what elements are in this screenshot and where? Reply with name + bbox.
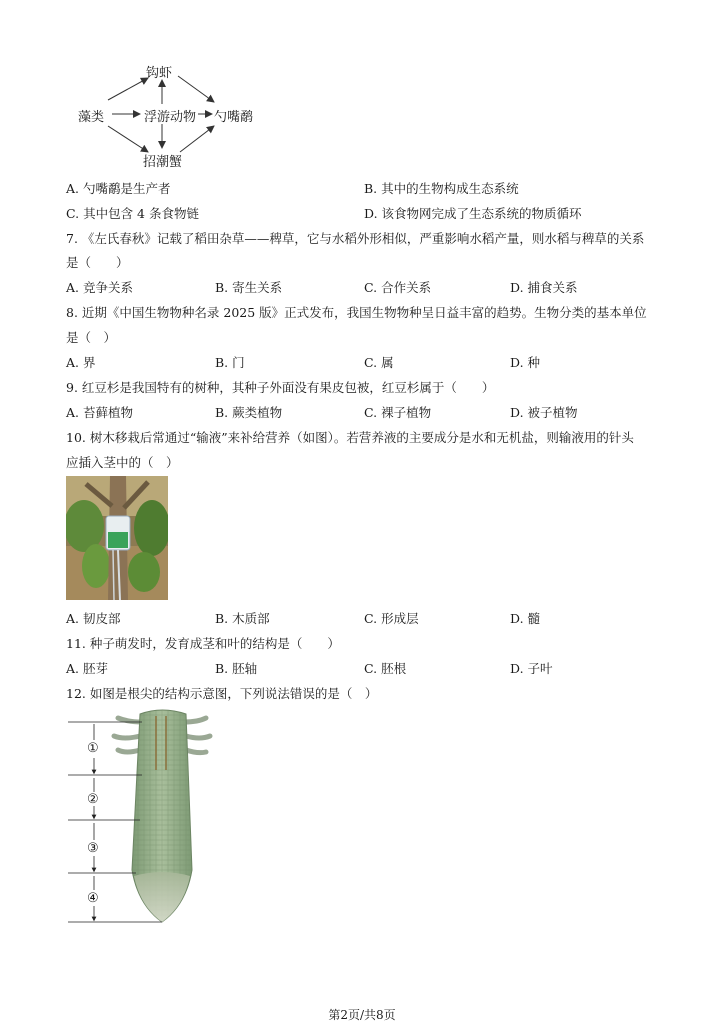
option-text: 种 (527, 355, 541, 370)
root-label-2: ② (87, 792, 99, 807)
option-letter: B. (215, 355, 229, 370)
option-text: 被子植物 (527, 405, 578, 420)
root-label-3: ③ (87, 841, 99, 856)
q10-stem-line2: 应插入茎中的（ ） (66, 455, 179, 470)
root-cap (134, 872, 190, 922)
option-text: 该食物网完成了生态系统的物质循环 (381, 206, 582, 221)
food-web-node-algae: 藻类 (78, 110, 105, 125)
option-letter: C. (364, 405, 378, 420)
option-text: 其中包含 4 条食物链 (83, 206, 199, 221)
food-web-node-plankton: 浮游动物 (144, 110, 197, 125)
option-letter: C. (364, 280, 378, 295)
option-letter: C. (364, 611, 378, 626)
option-letter: A. (66, 181, 80, 196)
root-label-4: ④ (87, 891, 99, 906)
option-text: 裸子植物 (381, 405, 432, 420)
option-text: 胚芽 (83, 661, 109, 676)
option-text: 属 (381, 355, 394, 370)
option-text: 胚根 (381, 661, 407, 676)
option-letter: D. (364, 206, 378, 221)
food-web-node-crab: 招潮蟹 (143, 155, 183, 170)
option-text: 寄生关系 (232, 280, 283, 295)
q8-stem-line2: 是（ ） (66, 330, 117, 345)
option-text: 勺嘴鹬是生产者 (83, 181, 171, 196)
q8-stem-line1: 8. 近期《中国生物物种名录 2025 版》正式发布，我国生物物种呈日益丰富的趋势。生物分类的基本单位 (66, 305, 647, 320)
option-letter: D. (510, 661, 524, 676)
option-letter: A. (66, 355, 80, 370)
option-letter: C. (364, 355, 378, 370)
option-letter: D. (510, 280, 524, 295)
q12-stem-line1: 12. 如图是根尖的结构示意图，下列说法错误的是（ ） (66, 686, 378, 701)
option-text: 界 (83, 355, 96, 370)
option-text: 髓 (527, 611, 541, 626)
option-text: 苔藓植物 (83, 405, 134, 420)
option-text: 子叶 (527, 661, 553, 676)
option-text: 韧皮部 (83, 611, 121, 626)
option-text: 门 (232, 355, 245, 370)
option-letter: D. (510, 611, 524, 626)
option-text: 木质部 (232, 611, 270, 626)
q11-stem-line1: 11. 种子萌发时，发育成茎和叶的结构是（ ） (66, 636, 340, 651)
option-letter: A. (66, 280, 80, 295)
food-web-node-avocet: 勺嘴鹬 (214, 110, 254, 125)
q7-stem-line1: 7. 《左氏春秋》记载了稻田杂草——稗草，它与水稻外形相似，严重影响水稻产量，则水稻与稗草的关系 (66, 231, 645, 246)
option-letter: B. (215, 611, 229, 626)
option-letter: A. (66, 405, 80, 420)
option-letter: B. (215, 280, 229, 295)
option-text: 其中的生物构成生态系统 (381, 181, 519, 196)
option-letter: A. (66, 611, 80, 626)
option-letter: D. (510, 405, 524, 420)
page-number: 第2页/共8页 (328, 1008, 396, 1022)
option-text: 形成层 (381, 611, 419, 626)
option-letter: C. (66, 206, 80, 221)
option-text: 蕨类植物 (232, 405, 283, 420)
option-text: 捕食关系 (527, 280, 578, 295)
q9-stem-line1: 9. 红豆杉是我国特有的树种，其种子外面没有果皮包被，红豆杉属于（ ） (66, 380, 495, 395)
option-text: 胚轴 (232, 661, 258, 676)
food-web-node-shrimp: 钩虾 (146, 66, 173, 81)
option-letter: B. (364, 181, 378, 196)
option-text: 竞争关系 (83, 280, 134, 295)
option-letter: B. (215, 405, 229, 420)
option-letter: D. (510, 355, 524, 370)
option-letter: A. (66, 661, 80, 676)
q7-stem-line2: 是（ ） (66, 255, 129, 270)
option-letter: B. (215, 661, 229, 676)
option-letter: C. (364, 661, 378, 676)
option-text: 合作关系 (381, 280, 432, 295)
root-label-1: ① (87, 741, 99, 756)
q10-stem-line1: 10. 树木移栽后常通过“输液”来补给营养（如图）。若营养液的主要成分是水和无机盐，则输液用的针头 (66, 430, 634, 445)
